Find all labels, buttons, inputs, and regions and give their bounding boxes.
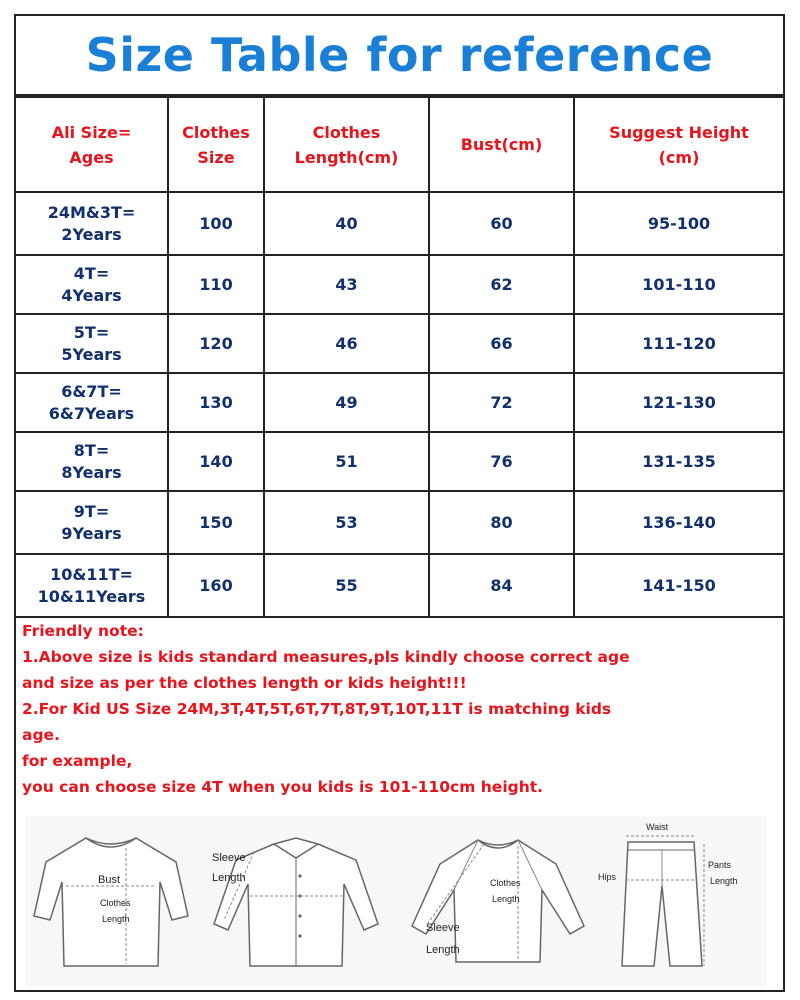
cell-size: 110 — [168, 255, 264, 314]
cell-length: 43 — [264, 255, 429, 314]
sleeve-length-label: Sleeve — [426, 922, 460, 934]
note-line: 1.Above size is kids standard measures,pls kindly choose correct age — [22, 648, 630, 666]
cell-height: 111-120 — [574, 314, 783, 373]
cell-height: 141-150 — [574, 554, 783, 617]
cell-size: 100 — [168, 192, 264, 255]
size-chart-frame — [14, 14, 785, 992]
cell-height: 101-110 — [574, 255, 783, 314]
table-row — [16, 432, 783, 491]
table-row — [16, 373, 783, 432]
clothes-length-label: Length — [492, 894, 520, 904]
header-ali-size: Ali Size= Ages — [16, 97, 168, 192]
clothes-length-label: Clothes — [100, 898, 131, 908]
cell-size: 160 — [168, 554, 264, 617]
bust-label: Bust — [98, 874, 121, 886]
clothes-length-label: Length — [102, 914, 130, 924]
note-line: age. — [22, 726, 60, 744]
tshirt-diagram — [26, 816, 196, 986]
cell-size: 120 — [168, 314, 264, 373]
cell-age: 6&7T= 6&7Years — [16, 373, 168, 432]
pants-length-label: Length — [710, 876, 738, 886]
cell-bust: 72 — [429, 373, 574, 432]
shirt-icon — [206, 816, 391, 986]
cell-bust: 66 — [429, 314, 574, 373]
cell-length: 53 — [264, 491, 429, 554]
cell-age: 4T= 4Years — [16, 255, 168, 314]
cell-height: 136-140 — [574, 491, 783, 554]
cell-age: 8T= 8Years — [16, 432, 168, 491]
cell-length: 55 — [264, 554, 429, 617]
header-bust: Bust(cm) — [429, 97, 574, 192]
cell-bust: 62 — [429, 255, 574, 314]
cell-height: 95-100 — [574, 192, 783, 255]
sleeve-length-label: Sleeve — [212, 852, 246, 864]
table-row — [16, 554, 783, 617]
pants-icon — [596, 816, 761, 986]
header-clothes-size: Clothes Size — [168, 97, 264, 192]
note-line: and size as per the clothes length or kids height!!! — [22, 674, 467, 692]
table-row — [16, 314, 783, 373]
page-title: Size Table for reference — [16, 16, 783, 96]
cell-length: 51 — [264, 432, 429, 491]
note-line: for example, — [22, 752, 133, 770]
header-clothes-length: Clothes Length(cm) — [264, 97, 429, 192]
size-table — [16, 96, 783, 618]
note-line: you can choose size 4T when you kids is 101-110cm height. — [22, 778, 544, 796]
clothes-length-label: Clothes — [490, 878, 521, 888]
raglan-diagram — [406, 816, 591, 986]
pants-length-label: Pants — [708, 860, 732, 870]
cell-height: 121-130 — [574, 373, 783, 432]
sleeve-length-label: Length — [426, 944, 460, 956]
cell-height: 131-135 — [574, 432, 783, 491]
sleeve-length-label: Length — [212, 872, 246, 884]
note-line: 2.For Kid US Size 24M,3T,4T,5T,6T,7T,8T,9T,10T,11T is matching kids — [22, 700, 612, 718]
note-heading: Friendly note: — [22, 622, 144, 640]
table-row — [16, 491, 783, 554]
cell-bust: 80 — [429, 491, 574, 554]
cell-age: 9T= 9Years — [16, 491, 168, 554]
cell-age: 10&11T= 10&11Years — [16, 554, 168, 617]
waist-label: Waist — [646, 822, 669, 832]
measurement-diagrams — [26, 816, 766, 986]
table-row — [16, 255, 783, 314]
cell-size: 140 — [168, 432, 264, 491]
cell-length: 46 — [264, 314, 429, 373]
cell-bust: 84 — [429, 554, 574, 617]
cell-length: 40 — [264, 192, 429, 255]
table-header-row — [16, 97, 783, 192]
cell-age: 24M&3T= 2Years — [16, 192, 168, 255]
hips-label: Hips — [598, 872, 617, 882]
shirt-diagram — [206, 816, 391, 986]
header-suggest-height: Suggest Height (cm) — [574, 97, 783, 192]
cell-bust: 76 — [429, 432, 574, 491]
cell-age: 5T= 5Years — [16, 314, 168, 373]
pants-diagram — [596, 816, 761, 986]
cell-length: 49 — [264, 373, 429, 432]
table-row — [16, 192, 783, 255]
cell-bust: 60 — [429, 192, 574, 255]
friendly-note — [22, 618, 777, 800]
cell-size: 130 — [168, 373, 264, 432]
cell-size: 150 — [168, 491, 264, 554]
